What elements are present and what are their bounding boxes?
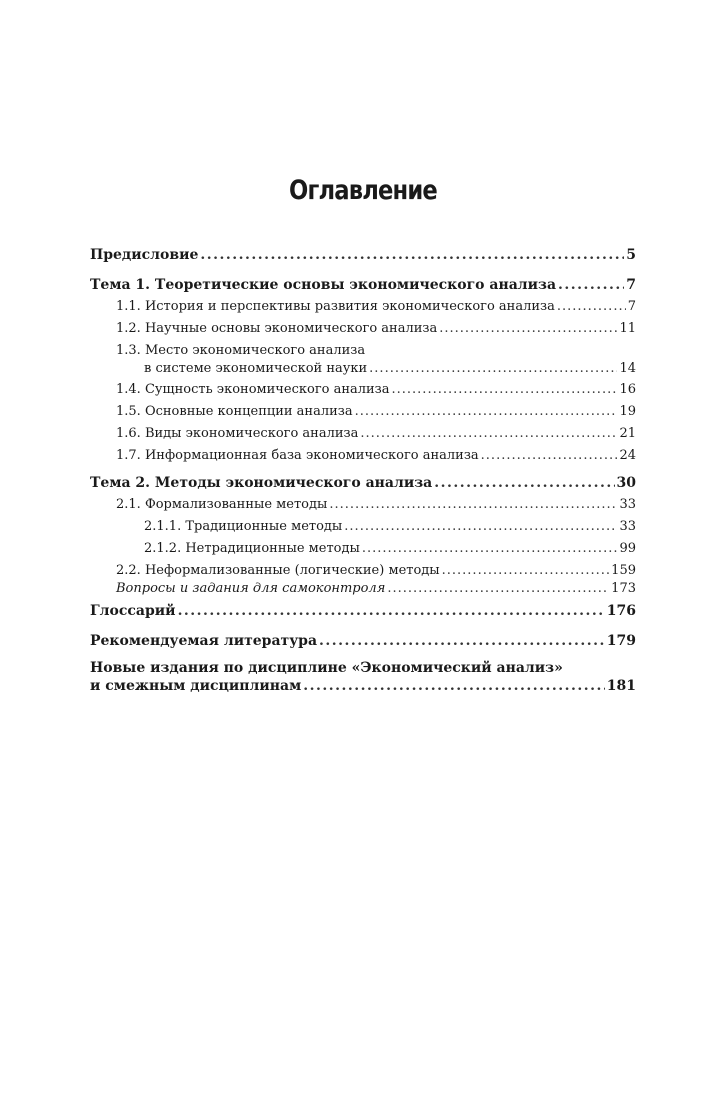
toc-entry-1-4[interactable] bbox=[116, 382, 636, 398]
dot-leader bbox=[319, 633, 605, 649]
dot-leader bbox=[355, 404, 618, 420]
dot-leader bbox=[442, 563, 610, 579]
toc-entry-page: 5 bbox=[626, 247, 636, 263]
dot-leader bbox=[439, 321, 617, 337]
toc-entry-topic-1[interactable] bbox=[90, 277, 636, 293]
dot-leader bbox=[344, 519, 617, 535]
toc-entry-1-5[interactable] bbox=[116, 404, 636, 420]
dot-leader bbox=[558, 277, 624, 293]
toc-entry-page: 173 bbox=[611, 581, 636, 596]
toc-entry-page: 30 bbox=[616, 475, 636, 491]
toc-entry-page: 19 bbox=[619, 404, 636, 419]
toc-entry-label: 1.5. Основные концепции анализа bbox=[116, 404, 353, 419]
dot-leader bbox=[387, 581, 609, 597]
toc-entry-label: 1.7. Информационная база экономического анализа bbox=[116, 448, 479, 463]
dot-leader bbox=[362, 541, 618, 557]
dot-leader bbox=[557, 299, 626, 315]
toc-entry-page: 33 bbox=[619, 519, 636, 534]
dot-leader bbox=[178, 603, 605, 619]
toc-entry-new-editions-line1[interactable]: Новые издания по дисциплине «Экономический анализ» bbox=[90, 660, 563, 676]
toc-entry-glossary[interactable] bbox=[90, 603, 636, 619]
dot-leader bbox=[392, 382, 618, 398]
toc-entry-page: 16 bbox=[619, 382, 636, 397]
toc-entry-label: в системе экономической науки bbox=[144, 361, 368, 376]
dot-leader bbox=[369, 361, 617, 377]
toc-entry-label: Глоссарий bbox=[90, 603, 176, 619]
toc-entry-page: 7 bbox=[627, 299, 636, 314]
toc-entry-label: Вопросы и задания для самоконтроля bbox=[116, 581, 386, 596]
toc-entry-1-2[interactable] bbox=[116, 321, 636, 337]
toc-entry-page: 181 bbox=[606, 678, 636, 694]
toc-entry-2-1-2[interactable] bbox=[144, 541, 636, 557]
toc-entry-1-1[interactable] bbox=[116, 299, 636, 315]
dot-leader bbox=[200, 247, 624, 263]
dot-leader bbox=[481, 448, 618, 464]
toc-entry-1-7[interactable] bbox=[116, 448, 636, 464]
toc-entry-label: 1.4. Сущность экономического анализа bbox=[116, 382, 390, 397]
toc-entry-2-2[interactable] bbox=[116, 563, 636, 579]
toc-entry-literature[interactable] bbox=[90, 633, 636, 649]
toc-entry-1-6[interactable] bbox=[116, 426, 636, 442]
dot-leader bbox=[434, 475, 614, 491]
dot-leader bbox=[329, 497, 617, 513]
toc-entry-2-1[interactable] bbox=[116, 497, 636, 513]
toc-entry-label: Предисловие bbox=[90, 247, 199, 263]
page-title: Оглавление bbox=[289, 175, 437, 206]
toc-entry-label: Тема 2. Методы экономического анализа bbox=[90, 475, 433, 491]
toc-entry-label: 2.1. Формализованные методы bbox=[116, 497, 328, 512]
dot-leader bbox=[360, 426, 617, 442]
toc-entry-label: Рекомендуемая литература bbox=[90, 633, 318, 649]
toc-entry-page: 24 bbox=[619, 448, 636, 463]
toc-entry-page: 21 bbox=[619, 426, 636, 441]
toc-entry-label: 1.2. Научные основы экономического анализа bbox=[116, 321, 438, 336]
toc-entry-page: 14 bbox=[619, 361, 636, 376]
toc-entry-page: 179 bbox=[606, 633, 636, 649]
toc-entry-preface[interactable] bbox=[90, 247, 636, 263]
toc-entry-label: 1.1. История и перспективы развития экономического анализа bbox=[116, 299, 555, 314]
toc-entry-page: 33 bbox=[619, 497, 636, 512]
toc-entry-1-3[interactable] bbox=[144, 361, 636, 377]
toc-entry-page: 11 bbox=[619, 321, 636, 336]
toc-entry-page: 7 bbox=[626, 277, 636, 293]
toc-entry-label: 1.6. Виды экономического анализа bbox=[116, 426, 359, 441]
toc-entry-label: 2.2. Неформализованные (логические) методы bbox=[116, 563, 440, 578]
toc-entry-page: 176 bbox=[606, 603, 636, 619]
toc-entry-label: и смежным дисциплинам bbox=[90, 678, 302, 694]
dot-leader bbox=[303, 678, 605, 694]
toc-entry-1-3-line1[interactable]: 1.3. Место экономического анализа bbox=[116, 343, 366, 358]
toc-entry-questions[interactable] bbox=[116, 581, 636, 597]
toc-entry-label: Тема 1. Теоретические основы экономического анализа bbox=[90, 277, 557, 293]
toc-entry-new-editions[interactable] bbox=[90, 678, 636, 694]
toc-entry-page: 99 bbox=[619, 541, 636, 556]
toc-entry-2-1-1[interactable] bbox=[144, 519, 636, 535]
toc-entry-label: 2.1.1. Традиционные методы bbox=[144, 519, 343, 534]
toc-entry-label: 2.1.2. Нетрадиционные методы bbox=[144, 541, 360, 556]
toc-entry-page: 159 bbox=[611, 563, 636, 578]
toc-entry-topic-2[interactable] bbox=[90, 475, 636, 491]
